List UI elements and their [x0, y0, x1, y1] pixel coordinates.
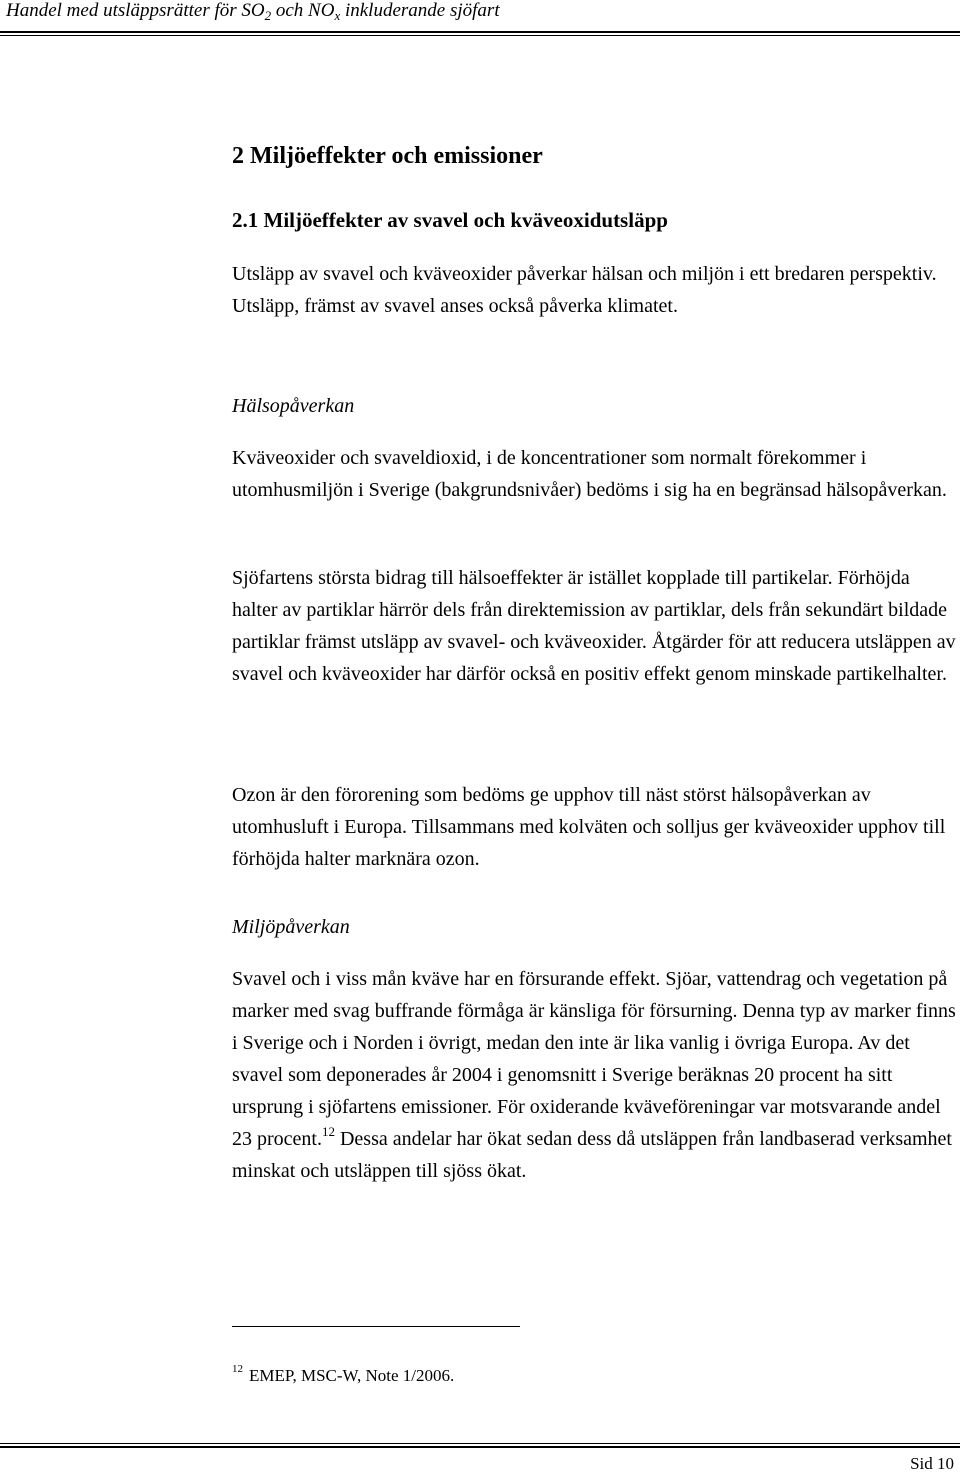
environment-text-after: Dessa andelar har ökat sedan dess då utsläppen från landbaserad verksamhet minskat och utsläppen till sjöss ökat. — [232, 1128, 952, 1182]
footnote-reference[interactable]: 12 — [321, 1124, 335, 1139]
header-so-subscript: 2 — [264, 8, 272, 23]
footnote-text: EMEP, MSC-W, Note 1/2006. — [249, 1366, 455, 1385]
header-title-part1: Handel med utsläppsrätter för SO — [6, 0, 265, 21]
health-paragraph-1: Kväveoxider och svaveldioxid, i de koncentrationer som normalt förekommer i utomhusmiljön i Sverige (bakgrundsnivåer) bedöms i sig ha en begränsad hälsopåverkan. — [232, 447, 947, 501]
environment-paragraph — [232, 963, 957, 1187]
footnote — [232, 1364, 454, 1388]
health-paragraph-3: Ozon är den förorening som bedöms ge upphov till näst störst hälsopåverkan av utomhusluft i Europa. Tillsammans med kolväten och solljus ger kväveoxider upphov till förhöjda halter marknära ozon. — [232, 784, 946, 870]
section-heading: 2.1 Miljöeffekter av svavel och kväveoxidutsläpp — [232, 208, 668, 232]
environment-text-before: Svavel och i viss mån kväve har en försurande effekt. Sjöar, vattendrag och vegetation på marker med svag buffrande förmåga är känsliga för försurning. Denna typ av marker finns i Sverige och i Norden i övrigt, medan den inte är lika vanlig i övriga Europa. Av det svavel som deponerades år 2004 i genomsnitt i Sverige beräknas 20 procent ha sitt ursprung i sjöfartens emissioner. För oxiderande kväveföreningar var motsvarande andel 23 procent. — [232, 968, 956, 1150]
health-heading: Hälsopåverkan — [232, 395, 355, 417]
chapter-heading: 2 Miljöeffekter och emissioner — [232, 143, 543, 169]
header-no-subscript: x — [334, 8, 341, 23]
environment-heading: Miljöpåverkan — [232, 916, 350, 938]
running-header — [6, 0, 500, 22]
footnote-separator — [232, 1326, 520, 1327]
footer-rule-thin — [0, 1443, 960, 1444]
header-title-part2: och NO — [271, 0, 335, 21]
page-number: Sid 10 — [910, 1454, 954, 1473]
header-rule-thin — [0, 35, 960, 36]
intro-paragraph: Utsläpp av svavel och kväveoxider påverkar hälsan och miljön i ett bredaren perspektiv. Utsläpp, främst av svavel anses också påverka klimatet. — [232, 263, 937, 317]
footer-rule — [0, 1446, 960, 1448]
header-title-part3: inkluderande sjöfart — [340, 0, 500, 21]
health-paragraph-2: Sjöfartens största bidrag till hälsoeffekter är istället kopplade till partikelar. Förhöjda halter av partiklar härrör dels från direktemission av partiklar, dels från sekundärt bildade partiklar främst utsläpp av svavel- och kväveoxider. Åtgärder för att reducera utsläppen av svavel och kväveoxider har därför också en positiv effekt genom minskade partikelhalter. — [232, 567, 956, 685]
footnote-number: 12 — [232, 1363, 243, 1375]
header-rule — [0, 31, 960, 33]
